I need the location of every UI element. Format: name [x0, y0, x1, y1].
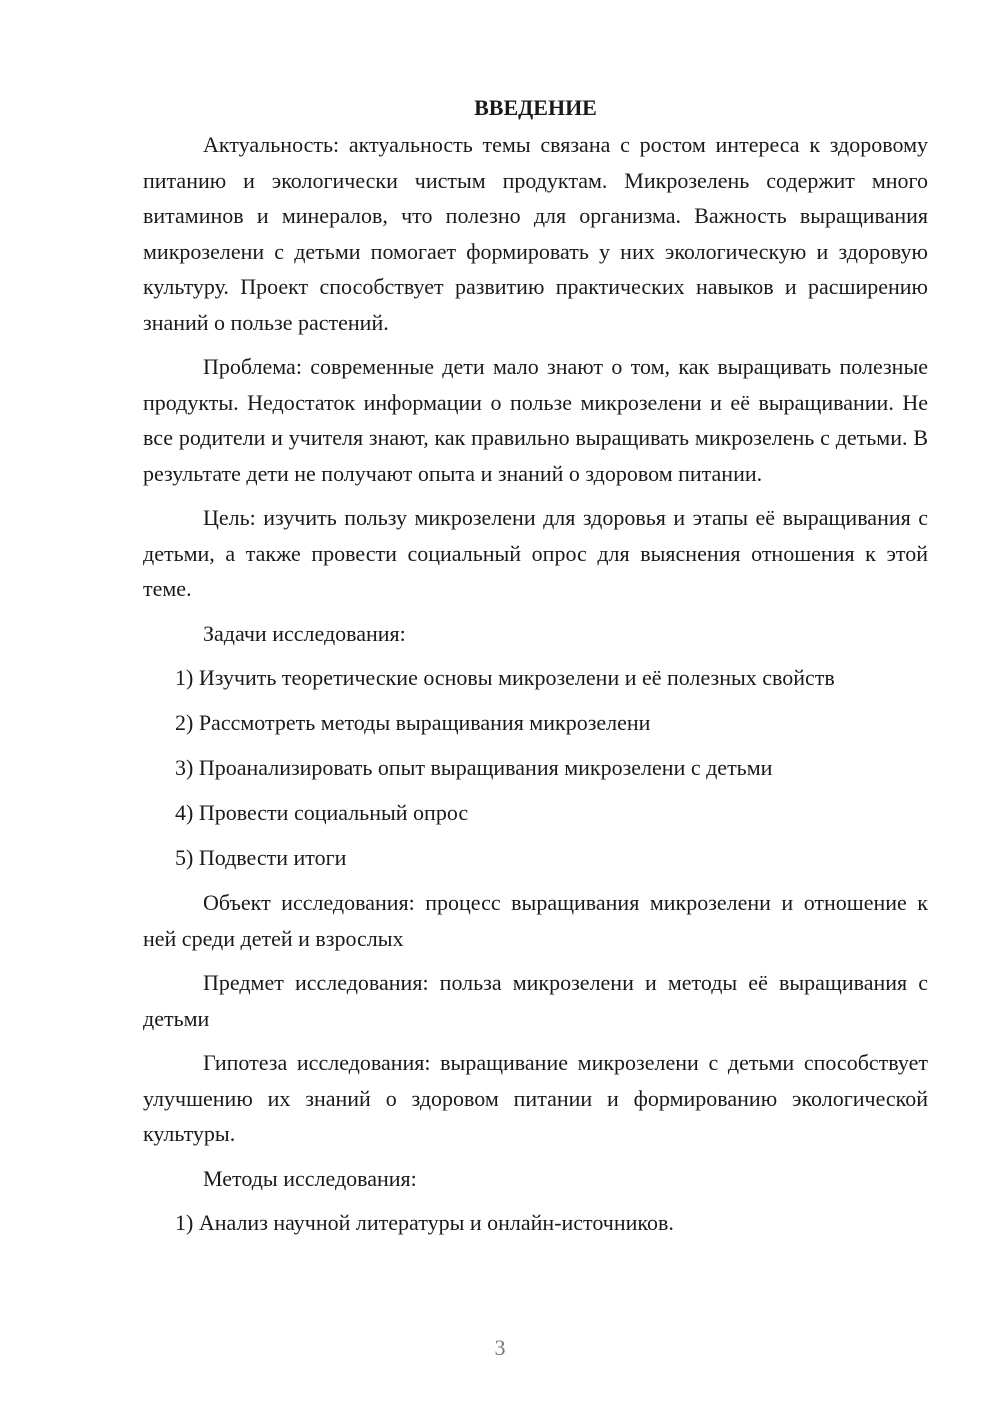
object-paragraph: Объект исследования: процесс выращивания микрозелени и отношение к ней среди детей и взрослых [143, 890, 928, 951]
page-title: ВВЕДЕНИЕ [474, 95, 597, 120]
page-content [143, 93, 928, 1250]
list-item: 1) Анализ научной литературы и онлайн-источников. [175, 1210, 674, 1235]
page-number: 3 [494, 1335, 506, 1360]
list-item: 4) Провести социальный опрос [175, 800, 469, 825]
subject-paragraph: Предмет исследования: польза микрозелени и методы её выращивания с детьми [143, 970, 928, 1031]
problem-paragraph: Проблема: современные дети мало знают о том, как выращивать полезные продукты. Недостаток информации о пользе микрозелени и её выращивании. Не все родители и учителя знают, как правильно выращивать микрозелень с детьми. В результате дети не получают опыта и знаний о здоровом питании. [143, 354, 928, 486]
tasks-list [143, 660, 928, 876]
tasks-heading: Задачи исследования: [203, 620, 406, 646]
list-item: 2) Рассмотреть методы выращивания микрозелени [175, 710, 651, 735]
list-item: 3) Проанализировать опыт выращивания микрозелени с детьми [175, 755, 773, 780]
methods-list [143, 1205, 928, 1241]
methods-heading: Методы исследования: [203, 1165, 417, 1191]
hypothesis-paragraph: Гипотеза исследования: выращивание микрозелени с детьми способствует улучшению их знаний о здоровом питании и формированию экологической культуры. [143, 1050, 928, 1146]
list-item: 5) Подвести итоги [175, 845, 347, 870]
relevance-paragraph: Актуальность: актуальность темы связана с ростом интереса к здоровому питанию и экологически чистым продуктам. Микрозелень содержит много витаминов и минералов, что полезно для организма. Важность выращивания микрозелени с детьми помогает формировать у них экологическую и здоровую культуру. Проект способствует развитию практических навыков и расширению знаний о пользе растений. [143, 132, 928, 335]
list-item: 1) Изучить теоретические основы микрозелени и её полезных свойств [175, 665, 835, 690]
goal-paragraph: Цель: изучить пользу микрозелени для здоровья и этапы её выращивания с детьми, а также провести социальный опрос для выяснения отношения к этой теме. [143, 505, 928, 601]
